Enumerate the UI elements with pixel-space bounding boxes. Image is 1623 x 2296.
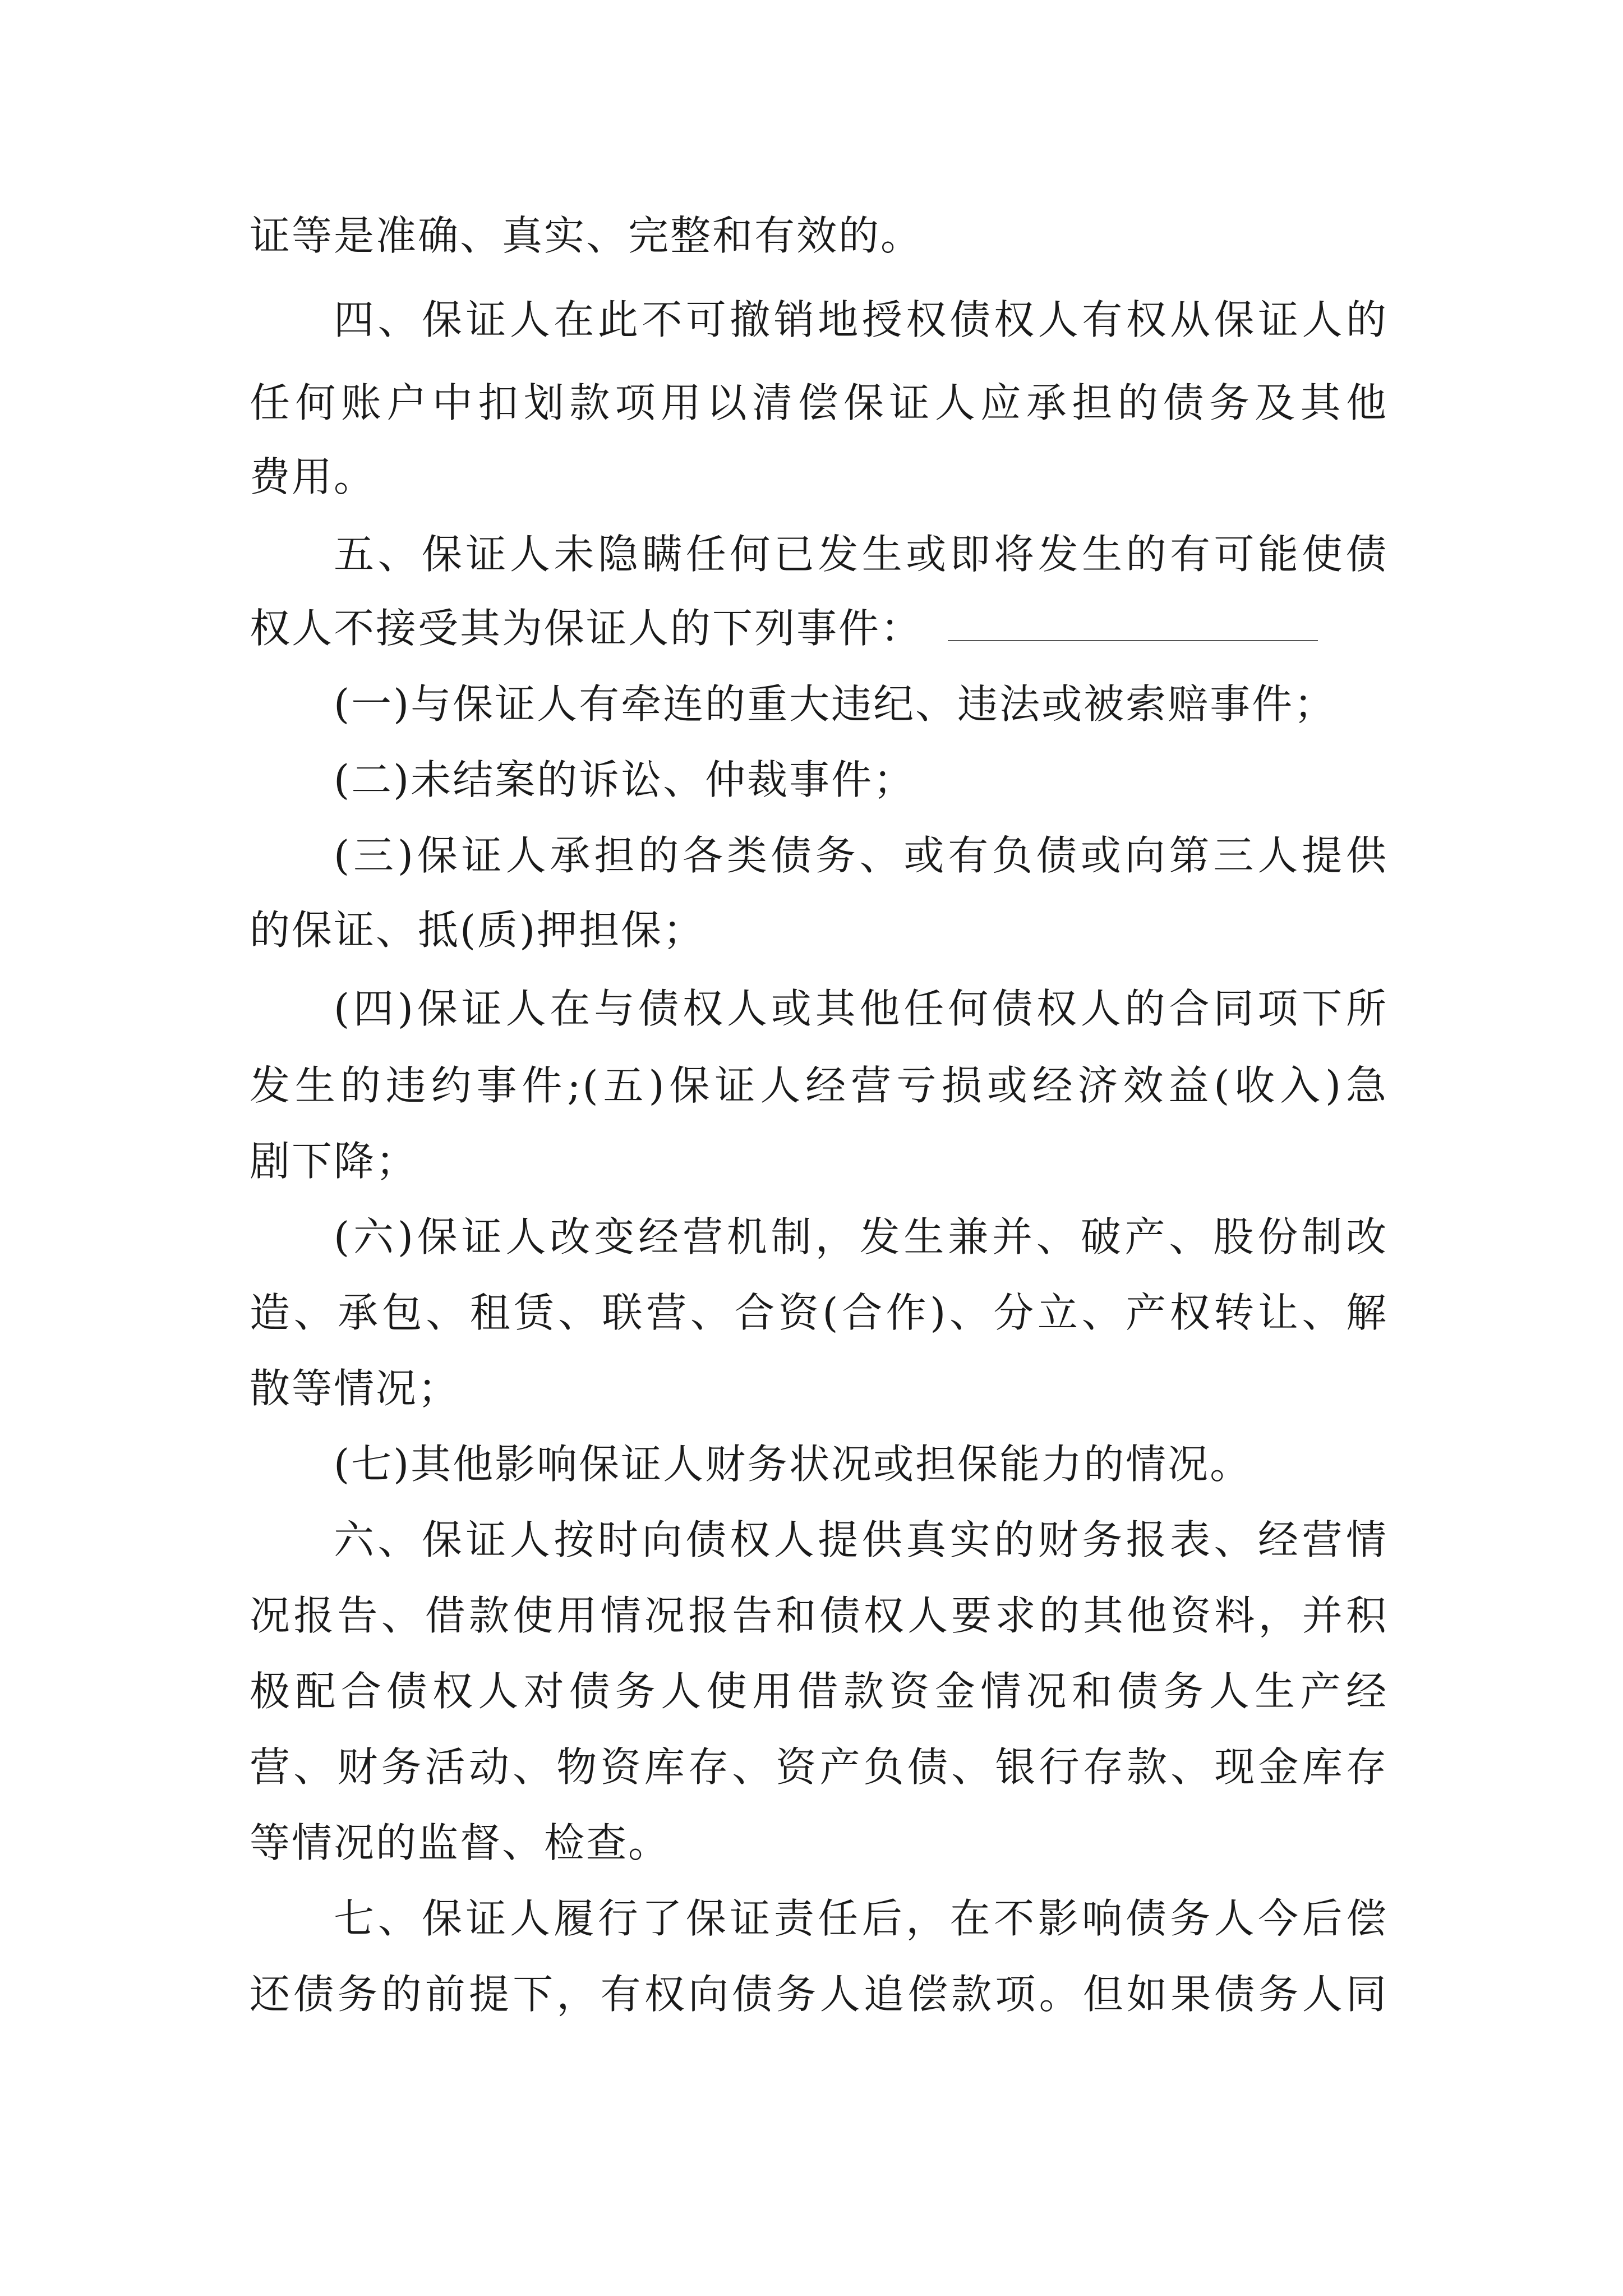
- text-line: 况报告、借款使用情况报告和债权人要求的其他资料，并积: [250, 1592, 1388, 1639]
- text-line: 造、承包、租赁、联营、合资(合作)、分立、产权转让、解: [250, 1289, 1388, 1336]
- fill-in-blank-line: [948, 640, 1318, 641]
- text-line: (三)保证人承担的各类债务、或有负债或向第三人提供: [334, 832, 1388, 879]
- text-line: 七、保证人履行了保证责任后，在不影响债务人今后偿: [334, 1895, 1388, 1942]
- text-line: 发生的违约事件;(五)保证人经营亏损或经济效益(收入)急: [250, 1062, 1388, 1109]
- text-line: (七)其他影响保证人财务状况或担保能力的情况。: [334, 1441, 1252, 1488]
- text-line: 证等是准确、真实、完整和有效的。: [250, 212, 923, 259]
- text-line: 还债务的前提下，有权向债务人追偿款项。但如果债务人同: [250, 1971, 1388, 2018]
- text-line: 营、财务活动、物资库存、资产负债、银行存款、现金库存: [250, 1743, 1388, 1791]
- text-line: 剧下降；: [250, 1138, 418, 1185]
- text-line: 六、保证人按时向债权人提供真实的财务报表、经营情: [334, 1516, 1388, 1563]
- text-line: 四、保证人在此不可撤销地授权债权人有权从保证人的: [334, 296, 1388, 343]
- text-line: (一)与保证人有牵连的重大违纪、违法或被索赔事件；: [334, 680, 1336, 728]
- text-line: 任何账户中扣划款项用以清偿保证人应承担的债务及其他: [250, 379, 1388, 426]
- text-line: 等情况的监督、检查。: [250, 1819, 671, 1866]
- text-line: 散等情况；: [250, 1365, 460, 1412]
- text-line: (二)未结案的诉讼、仲裁事件；: [334, 756, 916, 803]
- text-line: (六)保证人改变经营机制，发生兼并、破产、股份制改: [334, 1213, 1388, 1260]
- text-line: 极配合债权人对债务人使用借款资金情况和债务人生产经: [250, 1668, 1388, 1715]
- text-line: 权人不接受其为保证人的下列事件：: [250, 605, 923, 652]
- text-line: 的保证、抵(质)押担保；: [250, 907, 706, 954]
- text-line: 费用。: [250, 453, 376, 500]
- text-line: 五、保证人未隐瞒任何已发生或即将发生的有可能使债: [334, 531, 1388, 578]
- text-line: (四)保证人在与债权人或其他任何债权人的合同项下所: [334, 985, 1388, 1032]
